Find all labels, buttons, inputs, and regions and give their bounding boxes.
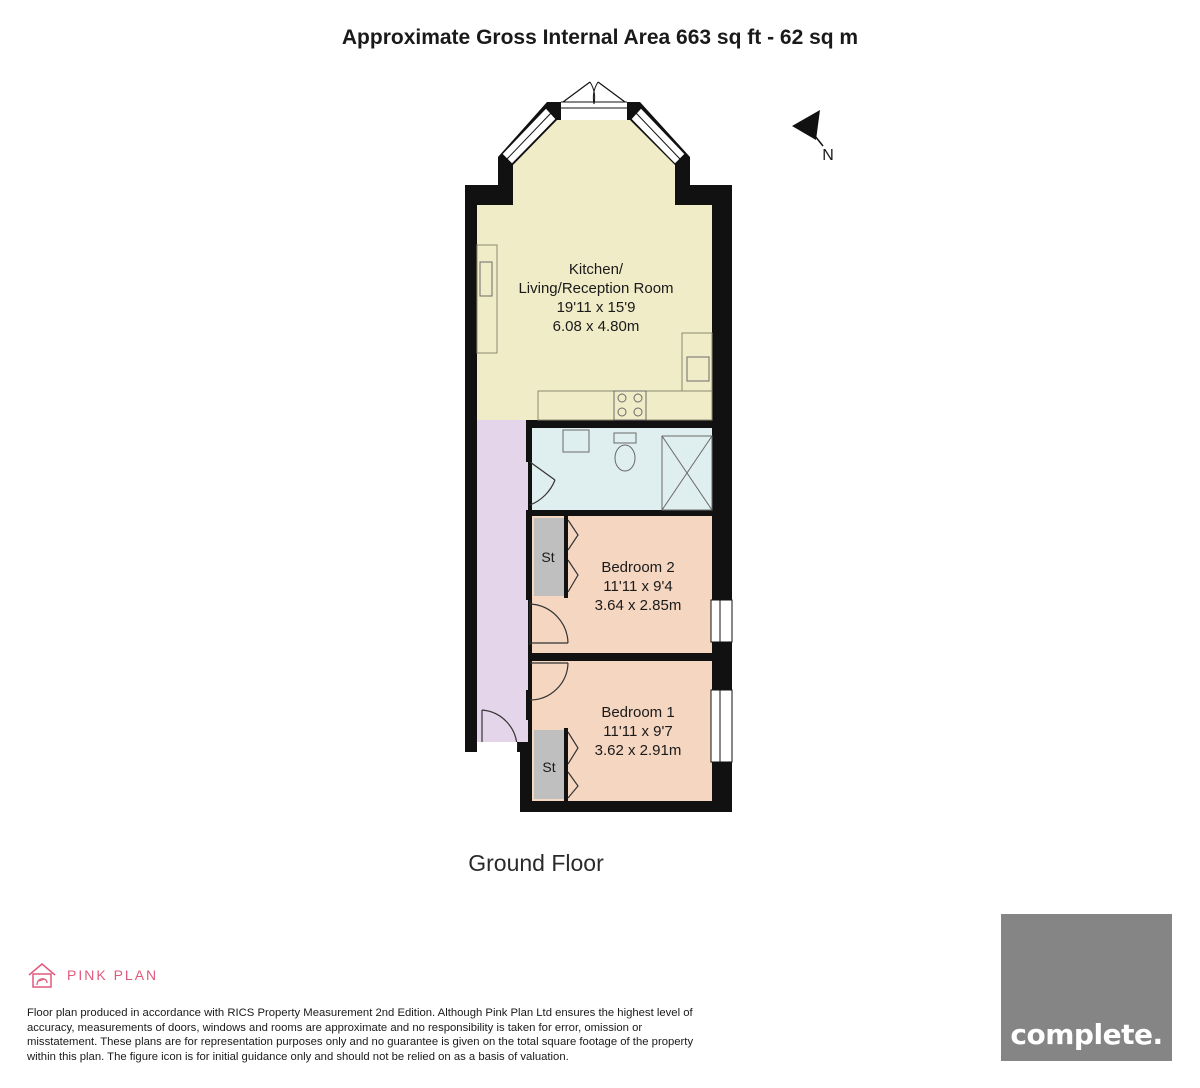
wall-hall-bath [526, 420, 532, 462]
house-logo-icon [27, 961, 57, 989]
wall-hall-bed2 [526, 510, 532, 600]
agent-name: complete. [1010, 1018, 1163, 1051]
kitchen-imperial: 19'11 x 15'9 [556, 299, 636, 316]
agent-logo-box [1001, 914, 1172, 1061]
kitchen-metric: 6.08 x 4.80m [552, 318, 640, 335]
storage-wall-1 [564, 728, 568, 801]
bedroom-2-name: Bedroom 2 [601, 559, 675, 576]
french-door-icon [561, 82, 627, 120]
storage-wall-2 [564, 516, 568, 598]
hallway [477, 420, 528, 742]
floor-label: Ground Floor [468, 850, 604, 876]
bedroom-2-window-icon [711, 600, 732, 642]
brand-name: PINK PLAN [67, 967, 159, 983]
compass-arrow-icon [792, 110, 823, 146]
wall-bath-bed2 [528, 510, 732, 516]
bedroom-2-metric: 3.64 x 2.85m [594, 597, 682, 614]
entrance-gap [477, 742, 517, 754]
compass-label: N [822, 147, 834, 164]
disclaimer-text: Floor plan produced in accordance with RICS Property Measurement 2nd Edition. Although Pink Plan Ltd ensures the highest level of accuracy, measurements of doors, windows and rooms are approximate and no responsibility is taken for error, omission or misstatement. These plans are for representation purposes only and no guarantee is given on the total square footage of the property within this plan. The figure icon is for initial guidance only and should not be relied on as a basis of valuation. [27, 1007, 694, 1063]
storage-label-1: St [542, 759, 556, 775]
bedroom-1-imperial: 11'11 x 9'7 [603, 723, 673, 740]
bathroom [532, 428, 712, 510]
brand-logo [27, 961, 158, 989]
wall-hall-bed1 [526, 690, 532, 720]
wall-bed2-bed1 [528, 653, 732, 661]
kitchen-name-line-2: Living/Reception Room [518, 280, 674, 297]
storage-label-2: St [541, 549, 555, 565]
wall-kitchen-bath [528, 420, 732, 428]
bedroom-2-imperial: 11'11 x 9'4 [603, 578, 673, 595]
bedroom-1-name: Bedroom 1 [601, 704, 675, 721]
bedroom-1-window-icon [711, 690, 732, 762]
bedroom-1-metric: 3.62 x 2.91m [594, 742, 682, 759]
kitchen-name-line-1: Kitchen/ [568, 261, 624, 278]
area-title: Approximate Gross Internal Area 663 sq ft - 62 sq m [341, 26, 859, 49]
